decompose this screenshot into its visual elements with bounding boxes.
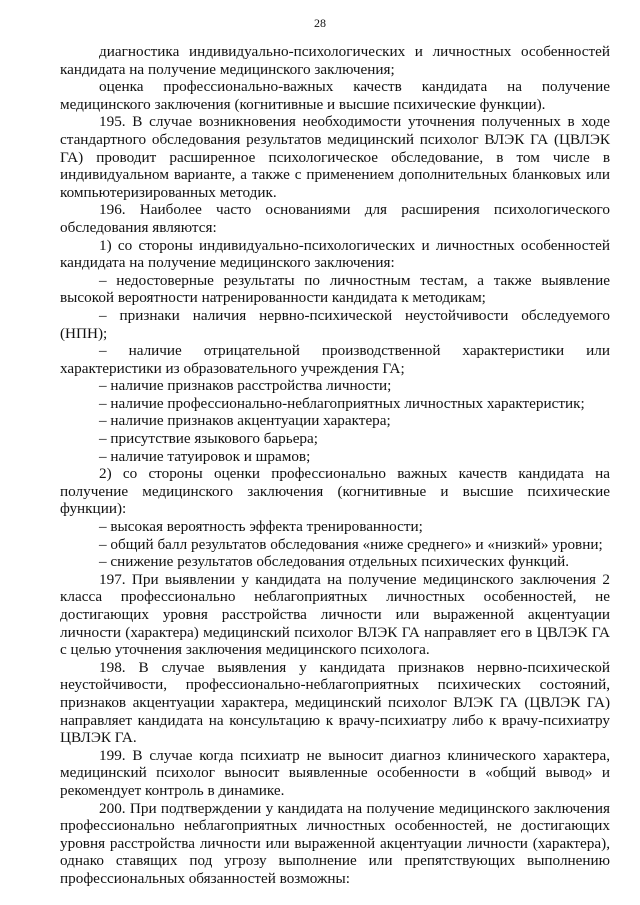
paragraph: – общий балл результатов обследования «ниже среднего» и «низкий» уровни; (99, 535, 603, 553)
paragraph: – присутствие языкового барьера; (99, 430, 318, 448)
paragraph: – наличие татуировок и шрамов; (99, 447, 311, 465)
paragraph: – наличие признаков акцентуации характера; (99, 412, 391, 430)
paragraph: диагностика индивидуально-психологических и личностных особенностей кандидата на получение медицинского заключения; (60, 43, 610, 78)
paragraph: 199. В случае когда психиатр не выносит диагноз клинического характера, медицинский психолог выносит выявленные особенности в «общий вывод» и рекомендует контроль в динамике. (60, 746, 610, 799)
paragraph: – наличие признаков расстройства личности; (99, 377, 392, 395)
paragraph: оценка профессионально-важных качеств кандидата на получение медицинского заключения (когнитивные и высшие психические функции). (60, 78, 610, 113)
paragraph: 198. В случае выявления у кандидата признаков нервно-психической неустойчивости, профессионально-неблагоприятных психических состояний, признаков акцентуации характера, медицинский психолог ВЛЭК ГА (ЦВЛЭК ГА) направляет кандидата на консультацию к врачу-психиатру либо к врачу-психиатру ЦВЛЭК ГА. (60, 658, 610, 747)
document-body (60, 43, 610, 888)
paragraph: – признаки наличия нервно-психической неустойчивости обследуемого (НПН); (60, 306, 610, 342)
paragraph: – наличие профессионально-неблагоприятных личностных характеристик; (99, 394, 585, 412)
paragraph: 2) со стороны оценки профессионально важных качеств кандидата на получение медицинского заключения (когнитивные и высшие психические функции): (60, 465, 610, 518)
paragraph: – высокая вероятность эффекта тренированности; (99, 518, 423, 536)
paragraph: 1) со стороны индивидуально-психологических и личностных особенностей кандидата на получение медицинского заключения: (60, 236, 610, 272)
paragraph: 197. При выявлении у кандидата на получение медицинского заключения 2 класса профессионально неблагоприятных личностных особенностей, не достигающих уровня расстройства личности или выраженной акцентуации личности (характера) медицинский психолог ВЛЭК ГА направляет его в ЦВЛЭК ГА с целью уточнения заключения медицинского психолога. (60, 570, 610, 659)
paragraph: 196. Наиболее часто основаниями для расширения психологического обследования являются: (60, 201, 610, 236)
paragraph: – недостоверные результаты по личностным тестам, а также выявление высокой вероятности натренированности кандидата к методикам; (60, 271, 610, 307)
paragraph: – снижение результатов обследования отдельных психических функций. (99, 553, 570, 571)
paragraph: 195. В случае возникновения необходимости уточнения полученных в ходе стандартного обследования результатов медицинский психолог ВЛЭК ГА (ЦВЛЭК ГА) проводит расширенное психологическое обследование, в том числе в индивидуальном варианте, а также с применением дополнительных бланковых или компьютеризированных методик. (60, 113, 610, 201)
paragraph: 200. При подтверждении у кандидата на получение медицинского заключения профессионально неблагоприятных личностных особенностей, не достигающих уровня расстройства личности или выраженной акцентуации личности (характера), однако ставящих под угрозу выполнение или препятствующих выполнению профессиональных обязанностей возможны: (60, 799, 610, 887)
paragraph: – наличие отрицательной производственной характеристики или характеристики из образовательного учреждения ГА; (60, 342, 610, 377)
page-number: 28 (314, 16, 326, 30)
